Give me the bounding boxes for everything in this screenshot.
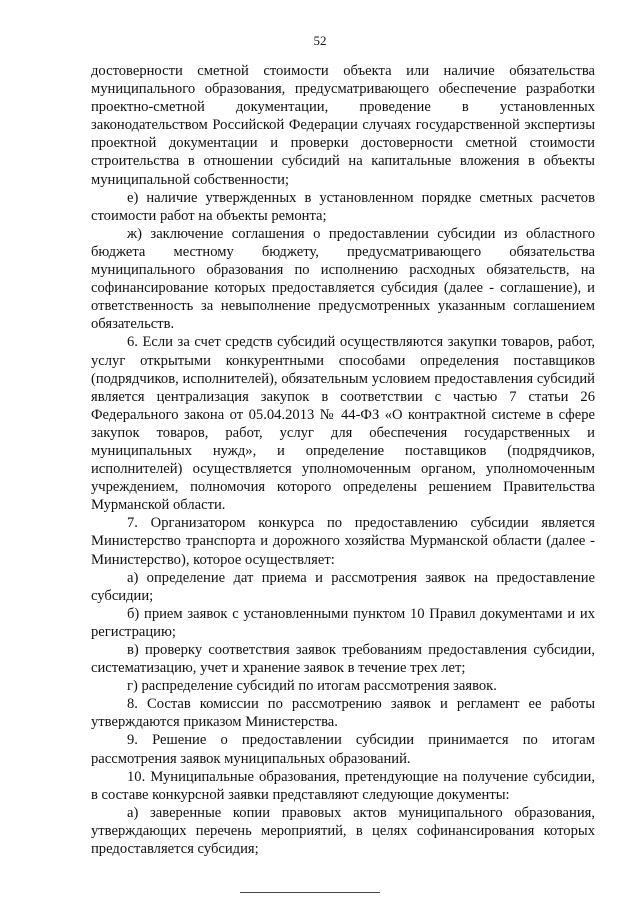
footer-divider <box>240 892 380 893</box>
paragraph-item-e: е) наличие утвержденных в установленном порядке сметных расчетов стоимости работ на объекты ремонта; <box>91 189 595 224</box>
paragraph-7-item-v: в) проверку соответствия заявок требованиям предоставления субсидии, систематизацию, учет и хранение заявок в течение трех лет; <box>91 642 595 677</box>
paragraph-9: 9. Решение о предоставлении субсидии принимается по итогам рассмотрения заявок муниципальных образований. <box>91 732 595 767</box>
document-body <box>91 62 595 858</box>
paragraph-7: 7. Организатором конкурса по предоставлению субсидии является Министерство транспорта и дорожного хозяйства Мурманской области (далее - Министерство), которое осуществляет: <box>91 515 595 568</box>
paragraph-6: 6. Если за счет средств субсидий осуществляются закупки товаров, работ, услуг открытыми конкурентными способами определения поставщиков (подрядчиков, исполнителей), обязательным условием предоставления субсидий является централизация закупок в соответствии с частью 7 статьи 26 Федерального закона от 05.04.2013 № 44-ФЗ «О контрактной системе в сфере закупок товаров, работ, услуг для обеспечения государственных и муниципальных нужд», и определение поставщиков (подрядчиков, исполнителей) осуществляется уполномоченным органом, уполномоченным учреждением, полномочия которого определены решением Правительства Мурманской области. <box>91 334 595 514</box>
paragraph-item-zh: ж) заключение соглашения о предоставлении субсидии из областного бюджета местному бюджету, предусматривающего обязательства муниципального образования по исполнению расходных обязательств, на софинансирование которых предоставляется субсидия (далее - соглашение), и ответственность за невыполнение предусмотренных указанным соглашением обязательств. <box>91 225 595 333</box>
paragraph-7-item-g: г) распределение субсидий по итогам рассмотрения заявок. <box>127 678 497 695</box>
paragraph-continuation: достоверности сметной стоимости объекта или наличие обязательства муниципального образования, предусматривающего обеспечение разработки проектно-сметной документации, проведение в установленных законодательством Российской Федерации случаях государственной экспертизы проектной документации и проверки достоверности сметной стоимости строительства в отношении субсидий на капитальные вложения в объекты муниципальной собственности; <box>91 63 595 188</box>
paragraph-8: 8. Состав комиссии по рассмотрению заявок и регламент ее работы утверждаются приказом Министерства. <box>91 696 595 731</box>
paragraph-7-item-b: б) прием заявок с установленными пунктом 10 Правил документами и их регистрацию; <box>91 605 595 640</box>
paragraph-7-item-a: а) определение дат приема и рассмотрения заявок на предоставление субсидии; <box>91 569 595 604</box>
paragraph-10: 10. Муниципальные образования, претендующие на получение субсидии, в составе конкурсной заявки представляют следующие документы: <box>91 768 595 803</box>
page-number: 52 <box>313 33 327 48</box>
paragraph-10-item-a: а) заверенные копии правовых актов муниципального образования, утверждающих перечень мероприятий, в целях софинансирования которых предоставляется субсидия; <box>91 804 595 858</box>
